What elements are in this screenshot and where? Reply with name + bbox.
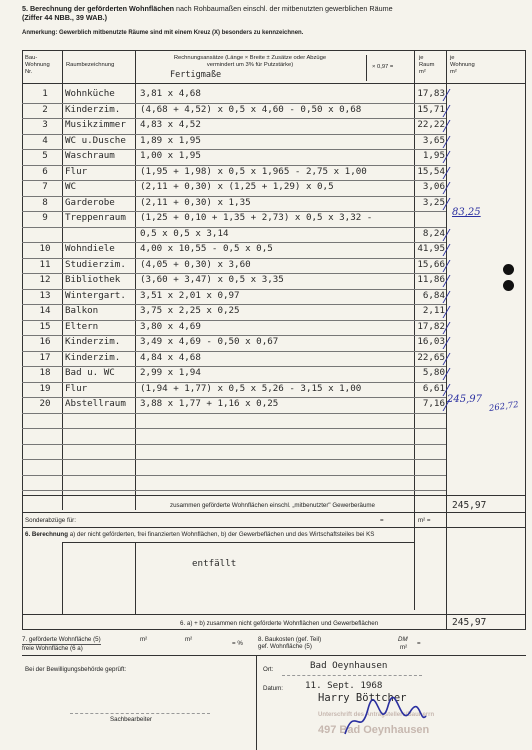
room-area: 41,95 (417, 243, 445, 254)
empty-row-divider (22, 459, 446, 460)
room-calculation: (1,94 + 1,77) x 0,5 x 5,26 - 3,15 x 1,00 (140, 382, 362, 394)
room-area: 11,86 (417, 274, 445, 285)
row-number: 15 (39, 320, 51, 332)
room-calculation: 3,75 x 2,25 x 0,25 (140, 305, 240, 316)
room-name: Kinderzim. (65, 336, 121, 347)
section8-m2: m² (400, 644, 408, 651)
room-name: Flur (65, 382, 88, 394)
table-row (22, 227, 526, 243)
room-area: 17,83 (417, 88, 445, 99)
room-calculation: (2,11 + 0,30) x (1,25 + 1,29) x 0,5 (140, 181, 334, 192)
section5-title: 5. Berechnung der geförderten Wohnflächen nach Rohbaumaßen einschl. der mitbenutzten gewerblichen Räume (Ziffer 44 NBB., 39 WAB.) (22, 4, 393, 22)
room-calculation: 4,83 x 4,52 (140, 119, 201, 130)
table-row (22, 258, 526, 274)
room-calculation: (4,68 + 4,52) x 0,5 x 4,60 - 0,50 x 0,68 (140, 103, 362, 115)
table-row (22, 289, 526, 305)
approval-divider (256, 655, 257, 750)
row-number: 13 (39, 289, 51, 301)
room-area: 15,71 (417, 103, 445, 115)
room-name: Wohnküche (65, 88, 115, 99)
room-calculation: 1,89 x 1,95 (140, 134, 201, 146)
table-row (22, 366, 526, 382)
room-calculation: 3,51 x 2,01 x 0,97 (140, 289, 240, 301)
room-calculation: (1,95 + 1,98) x 0,5 x 1,965 - 2,75 x 1,00 (140, 165, 367, 177)
signature (340, 694, 430, 744)
room-name: Musikzimmer (65, 119, 126, 130)
check-mark-icon (443, 136, 471, 148)
section6-title: 6. Berechnung a) der nicht geförderten, frei finanzierten Wohnflächen, b) der Gewerbeflächen und des Wirtschaftsteiles bei KS (25, 531, 375, 538)
row-number: 7 (42, 181, 48, 192)
table-row (22, 335, 526, 351)
check-mark-icon (443, 260, 471, 272)
header-je-raum: je Raum m² (419, 55, 435, 75)
room-name: Flur (65, 165, 88, 177)
room-calculation: 4,84 x 4,68 (140, 351, 201, 363)
room-calculation: 3,49 x 4,69 - 0,50 x 0,67 (140, 336, 279, 347)
header-raumbezeichnung: Raumbezeichnung (66, 62, 115, 68)
section7: 7. geförderte Wohnfläche (5) freie Wohnfläche (6 a) (22, 636, 101, 652)
room-name: WC (65, 181, 77, 192)
room-calculation: 3,80 x 4,69 (140, 320, 201, 332)
check-mark-icon (443, 120, 471, 132)
room-name: Abstellraum (65, 398, 126, 409)
row-number: 19 (39, 382, 51, 394)
room-calculation: 3,81 x 4,68 (140, 88, 201, 99)
section6-sum-value: 245,97 (452, 617, 487, 628)
room-name: Treppenraum (65, 212, 126, 223)
row-number: 14 (39, 305, 51, 316)
room-name: WC u.Dusche (65, 134, 126, 146)
check-mark-icon (443, 337, 471, 349)
room-name: Bibliothek (65, 274, 121, 285)
row-number: 2 (42, 103, 48, 115)
punch-hole (503, 280, 514, 291)
totals-divider (22, 495, 526, 496)
room-calculation: (3,60 + 3,47) x 0,5 x 3,35 (140, 274, 284, 285)
room-name: Balkon (65, 305, 99, 316)
ort-value: Bad Oeynhausen (310, 660, 388, 671)
empty-row-divider (22, 490, 446, 491)
check-mark-icon (443, 291, 471, 303)
section8-eq: = (417, 640, 421, 647)
room-calculation: (2,11 + 0,30) x 1,35 (140, 196, 251, 208)
datum-label: Datum: (263, 685, 283, 692)
check-mark-icon (443, 275, 471, 287)
check-mark-icon (443, 151, 471, 163)
row-number: 20 (39, 398, 51, 409)
totals-divider (22, 512, 526, 513)
table-row (22, 242, 526, 258)
table-row (22, 180, 526, 196)
empty-row-divider (22, 428, 446, 429)
table-row (22, 134, 526, 150)
check-mark-icon (443, 105, 471, 117)
header-fertigmasse: Fertigmaße (170, 70, 222, 80)
sonderabzuege-eq: = (380, 517, 384, 524)
row-divider (22, 413, 446, 414)
section7-m2a: m² (140, 636, 148, 643)
table-row (22, 211, 526, 227)
total-gefoerdert-label: zusammen geförderte Wohnflächen einschl. „mitbenutzter" Gewerberäume (170, 502, 375, 509)
header-rechnungsansaetze: Rechnungsansätze (Länge × Breite ± Zusätze oder Abzüge vermindert um 3% für Putzstärke) (173, 55, 327, 68)
room-calculation: (4,05 + 0,30) x 3,60 (140, 258, 251, 270)
room-name: Wintergart. (65, 289, 126, 301)
table-row (22, 87, 526, 103)
section8: 8. Baukosten (gef. Teil) gef. Wohnfläche (5) (258, 636, 322, 650)
table-row (22, 196, 526, 212)
room-name: Garderobe (65, 196, 115, 208)
room-area: 17,82 (417, 320, 445, 332)
col-divider (135, 542, 136, 614)
check-mark-icon (443, 306, 471, 318)
section7-m2b: m² (185, 636, 193, 643)
check-mark-icon (443, 322, 471, 334)
room-area: 3,65 (422, 134, 445, 146)
check-mark-icon (443, 353, 471, 365)
room-calculation: 4,00 x 10,55 - 0,5 x 0,5 (140, 243, 273, 254)
section5-note: Anmerkung: Gewerblich mitbenutzte Räume sind mit einem Kreuz (X) besonders zu kennzeichnen. (22, 30, 304, 36)
room-area: 15,54 (417, 165, 445, 177)
section8-divider (22, 655, 526, 656)
sachbearbeiter-label: Sachbearbeiter (110, 716, 152, 723)
room-area: 2,11 (422, 305, 445, 316)
row-number: 12 (39, 274, 51, 285)
total-gefoerdert-value: 245,97 (452, 500, 487, 511)
room-calculation: 0,5 x 0,5 x 3,14 (140, 227, 229, 239)
room-name: Waschraum (65, 150, 115, 161)
empty-row-divider (22, 475, 446, 476)
check-mark-icon (443, 182, 471, 194)
room-area: 16,03 (417, 336, 445, 347)
check-mark-icon (443, 229, 471, 241)
unterschrift-label: Unterschrift des Antragstellers/Bauherrn (318, 712, 435, 718)
row-number: 18 (39, 367, 51, 378)
table-row (22, 149, 526, 165)
room-area: 8,24 (422, 227, 445, 239)
row-number: 11 (39, 258, 51, 270)
section6-sum-label: 6. a) + b) zusammen nicht geförderte Wohnflächen und Gewerbeflächen (180, 620, 379, 627)
ort-label: Ort: (263, 666, 274, 673)
col-divider (62, 542, 63, 614)
punch-hole (503, 264, 514, 275)
room-area: 7,16 (422, 398, 445, 409)
check-mark-icon (443, 167, 471, 179)
room-area: 22,65 (417, 351, 445, 363)
row-number: 17 (39, 351, 51, 363)
room-calculation: 1,00 x 1,95 (140, 150, 201, 161)
room-area: 1,95 (422, 150, 445, 161)
header-bauwohnung: Bau- Wohnung Nr. (25, 55, 50, 75)
section6-divider (22, 614, 526, 615)
section8-dm: DM (398, 636, 408, 643)
room-name: Eltern (65, 320, 99, 332)
room-calculation: (1,25 + 0,10 + 1,35 + 2,73) x 0,5 x 3,32 - (140, 212, 373, 223)
room-calculation: 3,88 x 1,77 + 1,16 x 0,25 (140, 398, 279, 409)
handwritten-margin-total: 262,72 (488, 399, 520, 415)
table-row (22, 103, 526, 119)
sachbearbeiter-line (70, 713, 210, 714)
totals-divider (22, 527, 526, 528)
table-row (22, 273, 526, 289)
row-number: 4 (42, 134, 48, 146)
room-name: Kinderzim. (65, 351, 121, 363)
ort-line (282, 675, 422, 676)
room-area: 6,61 (422, 382, 445, 394)
check-mark-icon (443, 89, 471, 101)
room-name: Wohndiele (65, 243, 115, 254)
sonderabzuege-m2: m² = (418, 517, 431, 524)
section6-entfaellt: entfällt (192, 558, 237, 569)
room-area: 6,84 (422, 289, 445, 301)
check-mark-icon (443, 244, 471, 256)
table-row (22, 118, 526, 134)
row-number: 16 (39, 336, 51, 347)
row-number: 5 (42, 150, 48, 161)
table-row (22, 304, 526, 320)
applicant-name: Harry Böttcher (318, 692, 407, 704)
header-factor: × 0,97 = (372, 64, 394, 70)
col-divider (366, 55, 367, 81)
row-number: 1 (42, 88, 48, 99)
room-area: 15,66 (417, 258, 445, 270)
header-je-wohnung: je Wohnung m² (450, 55, 475, 75)
room-area: 5,80 (422, 367, 445, 378)
stamp-address: 497 Bad Oeynhausen (318, 724, 430, 736)
row-number: 6 (42, 165, 48, 177)
row-number: 10 (39, 243, 51, 254)
room-area: 22,22 (417, 119, 445, 130)
room-area: 3,06 (422, 181, 445, 192)
handwritten-subtotal: 83,25 (452, 207, 481, 218)
row-number: 8 (42, 196, 48, 208)
approval-label: Bei der Bewilligungsbehörde geprüft: (25, 666, 127, 673)
datum-value: 11. Sept. 1968 (305, 680, 383, 691)
section7-pct: = % (232, 640, 243, 647)
header-divider (22, 83, 526, 84)
room-name: Kinderzim. (65, 103, 121, 115)
table-row (22, 320, 526, 336)
empty-row-divider (22, 444, 446, 445)
table-row (22, 351, 526, 367)
check-mark-icon (443, 368, 471, 380)
table-row (22, 165, 526, 181)
row-number: 9 (42, 212, 48, 223)
sonderabzuege-label: Sonderabzüge für: (25, 517, 76, 524)
room-area: 3,25 (422, 196, 445, 208)
room-name: Bad u. WC (65, 367, 115, 378)
handwritten-wohnung-total: 245,97 (447, 394, 482, 405)
section6-divider (62, 542, 414, 543)
row-number: 3 (42, 119, 48, 130)
room-calculation: 2,99 x 1,94 (140, 367, 201, 378)
room-name: Studierzim. (65, 258, 126, 270)
